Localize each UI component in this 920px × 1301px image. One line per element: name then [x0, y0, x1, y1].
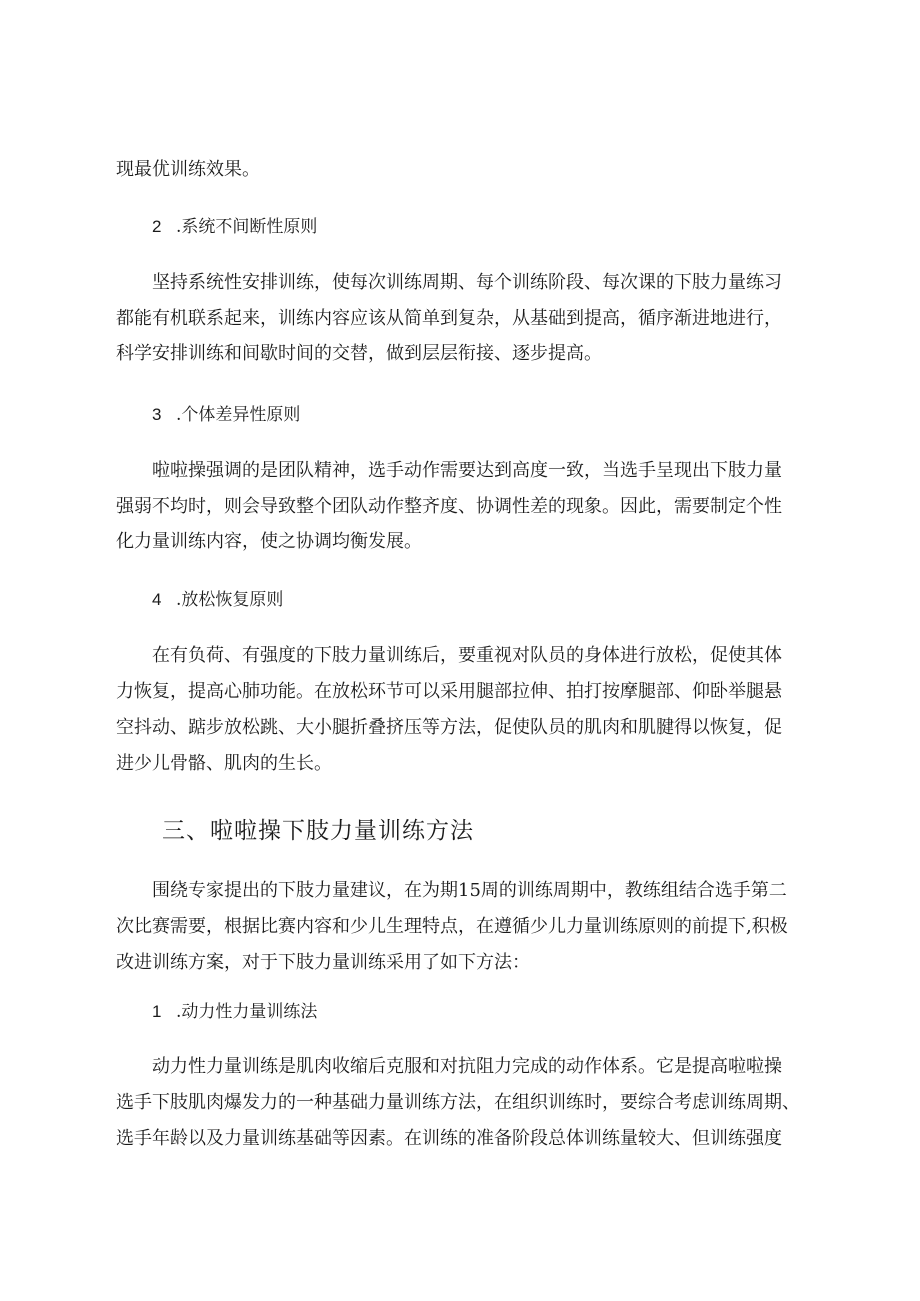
paragraph-line: 力恢复，提高心肺功能。在放松环节可以采用腿部拉伸、拍打按摩腿部、仰卧举腿悬 — [116, 681, 782, 702]
paragraph-line: 选手下肢肌肉爆发力的一种基础力量训练方法，在组织训练时，要综合考虑训练周期、 — [116, 1092, 800, 1113]
paragraph-line: 动力性力量训练是肌肉收缩后克服和对抗阻力完成的动作体系。它是提高啦啦操 — [152, 1056, 782, 1077]
paragraph-line: 坚持系统性安排训练，使每次训练周期、每个训练阶段、每次课的下肢力量练习 — [152, 272, 782, 293]
paragraph-line: 现最优训练效果。 — [116, 159, 260, 180]
paragraph-line: 科学安排训练和间歇时间的交替，做到层层衔接、逐步提高。 — [116, 343, 602, 364]
paragraph-line: 都能有机联系起来，训练内容应该从简单到复杂，从基础到提高，循序渐进地进行， — [116, 308, 782, 329]
section-title: .动力性力量训练法 — [176, 1002, 318, 1022]
paragraph-line: 进少儿骨骼、肌肉的生长。 — [116, 753, 332, 774]
paragraph-line: 在有负荷、有强度的下肢力量训练后，要重视对队员的身体进行放松，促使其体 — [152, 645, 782, 666]
method-heading-1 — [152, 999, 317, 1025]
section-title: .个体差异性原则 — [176, 405, 301, 425]
section-title: .系统不间断性原则 — [176, 217, 318, 237]
paragraph-line: 化力量训练内容，使之协调均衡发展。 — [116, 531, 422, 552]
paragraph-line: 围绕专家提出的下肢力量建议，在为期15周的训练周期中，教练组结合选手第二 — [152, 880, 787, 901]
paragraph-line: 空抖动、踮步放松跳、大小腿折叠挤压等方法，促使队员的肌肉和肌腱得以恢复，促 — [116, 717, 782, 738]
section-heading-2 — [152, 214, 317, 240]
chapter-heading: 三、啦啦操下肢力量训练方法 — [162, 818, 474, 844]
section-number: 1 — [152, 1002, 162, 1021]
section-number: 4 — [152, 590, 162, 609]
section-number: 2 — [152, 217, 162, 236]
section-number: 3 — [152, 405, 162, 424]
paragraph-line: 选手年龄以及力量训练基础等因素。在训练的准备阶段总体训练量较大、但训练强度 — [116, 1128, 782, 1149]
paragraph-line: 啦啦操强调的是团队精神，选手动作需要达到高度一致，当选手呈现出下肢力量 — [152, 460, 782, 481]
section-heading-3 — [152, 402, 300, 428]
paragraph-line: 强弱不均时，则会导致整个团队动作整齐度、协调性差的现象。因此，需要制定个性 — [116, 496, 782, 517]
paragraph-line: 改进训练方案，对于下肢力量训练采用了如下方法： — [116, 952, 530, 973]
section-title: .放松恢复原则 — [176, 590, 284, 610]
paragraph-line: 次比赛需要，根据比赛内容和少儿生理特点，在遵循少儿力量训练原则的前提下,积极 — [116, 916, 788, 937]
section-heading-4 — [152, 587, 283, 613]
